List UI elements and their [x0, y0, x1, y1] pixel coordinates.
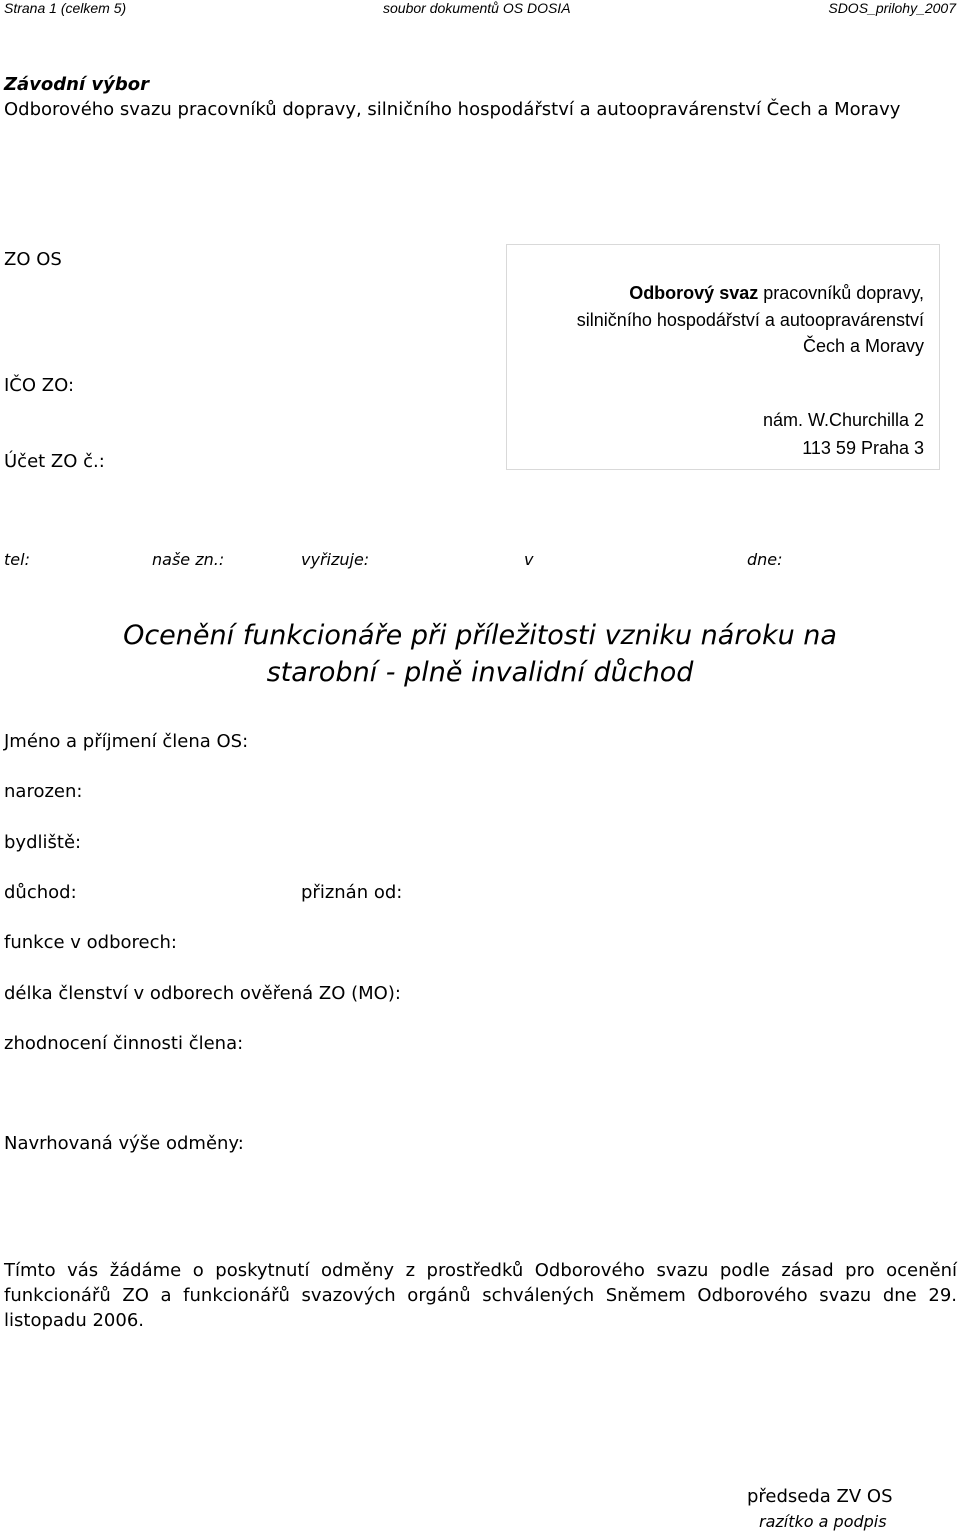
header-page-number: Strana 1 (celkem 5): [4, 0, 127, 16]
field-function: funkce v odborech:: [4, 932, 177, 953]
signature-note: razítko a podpis: [759, 1512, 887, 1531]
ref-date: dne:: [747, 550, 783, 569]
recipient-address-box: [506, 244, 940, 470]
signature-role: předseda ZV OS: [747, 1486, 893, 1507]
field-pension: důchod:: [4, 882, 77, 903]
field-born: narozen:: [4, 781, 83, 802]
recipient-line-1: [629, 283, 924, 304]
committee-title: Závodní výbor: [4, 74, 150, 95]
field-reward: Navrhovaná výše odměny:: [4, 1133, 244, 1154]
header-collection: soubor dokumentů OS DOSIA: [383, 0, 571, 16]
recipient-line-2: silničního hospodářství a autoopravárenství: [576, 310, 924, 330]
field-member-name: Jméno a příjmení člena OS:: [4, 731, 249, 752]
request-line-1: Tímto vás žádáme o poskytnutí odměny z prostředků Odborového svazu podle zásad pro ocenění: [4, 1260, 957, 1281]
recipient-name-bold: Odborový svaz: [629, 283, 759, 303]
field-evaluation: zhodnocení činnosti člena:: [4, 1033, 244, 1054]
sender-account: Účet ZO č.:: [4, 451, 105, 472]
ref-tel: tel:: [4, 550, 30, 569]
request-line-3: listopadu 2006.: [4, 1310, 144, 1331]
document-title-line-2: starobní - plně invalidní důchod: [266, 657, 694, 688]
document-title-line-1: Ocenění funkcionáře při příležitosti vzniku nároku na: [123, 620, 837, 651]
recipient-line-1-rest: pracovníků dopravy,: [758, 283, 924, 303]
sender-zo-os: ZO OS: [4, 249, 62, 270]
field-residence: bydliště:: [4, 832, 82, 853]
recipient-line-3: Čech a Moravy: [802, 336, 924, 356]
ref-handled-by: vyřizuje:: [301, 550, 370, 569]
ref-in: v: [524, 550, 534, 569]
header-doc-id: SDOS_prilohy_2007: [828, 0, 956, 16]
recipient-street: nám. W.Churchilla 2: [762, 410, 924, 430]
field-membership: délka členství v odborech ověřená ZO (MO):: [4, 983, 401, 1004]
request-paragraph: [4, 1258, 957, 1333]
committee-subtitle: Odborového svazu pracovníků dopravy, silničního hospodářství a autoopravárenství Čech a Moravy: [4, 99, 901, 120]
recipient-city: 113 59 Praha 3: [802, 438, 924, 458]
request-line-2: funkcionářů ZO a funkcionářů svazových orgánů schválených Sněmem Odborového svazu dne 29.: [4, 1285, 957, 1306]
field-granted-from: přiznán od:: [301, 882, 403, 903]
sender-ico: IČO ZO:: [4, 375, 75, 396]
ref-our-ref: naše zn.:: [152, 550, 225, 569]
